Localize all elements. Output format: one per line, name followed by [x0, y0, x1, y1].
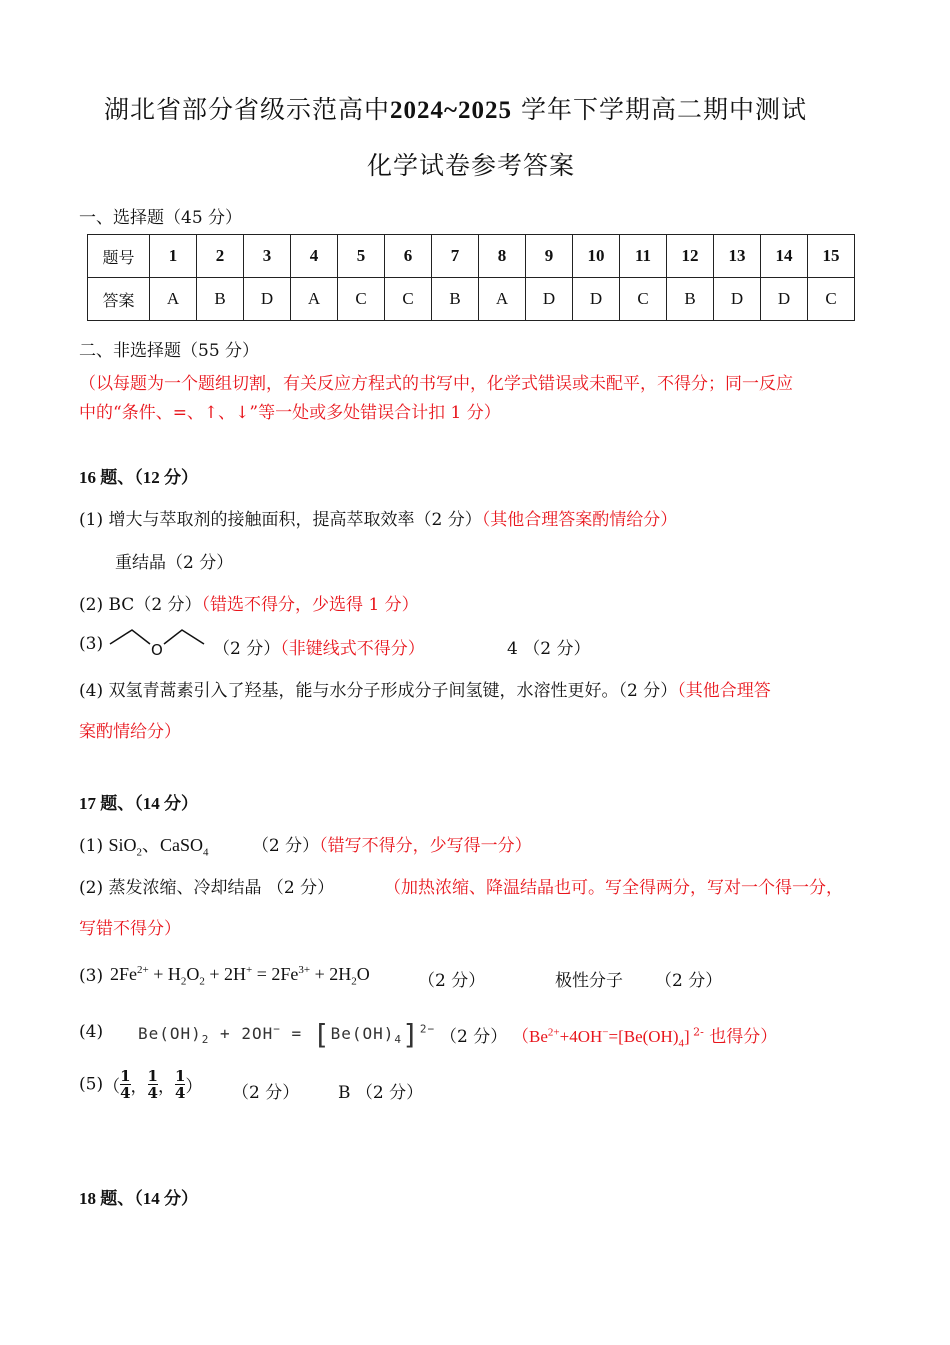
oxygen-atom-label: O	[151, 641, 163, 659]
q16-part1: (1) 增大与萃取剂的接触面积，提高萃取效率（2 分）（其他合理答案酌情给分）	[79, 510, 678, 530]
diethyl-ether-skeletal-formula	[108, 626, 208, 660]
question-number: 10	[573, 235, 620, 278]
q17-part5: (5)（ $\frac{1}{4}$ ， $\frac{1}{4}$ ， $\frac{1}{4}$ ）	[79, 1067, 203, 1102]
question-number: 9	[526, 235, 573, 278]
answer-cell: A	[479, 278, 526, 321]
answer-row-header: 答案	[88, 278, 150, 321]
question-number: 8	[479, 235, 526, 278]
page-subtitle: 化学试卷参考答案	[367, 151, 576, 180]
answer-cell: B	[432, 278, 479, 321]
answer-cell: B	[667, 278, 714, 321]
answer-cell: D	[573, 278, 620, 321]
ether-bond-lines	[164, 630, 204, 644]
beryllium-hydroxide-equation: $Be(OH)_2 + 2OH^- = [Be(OH)_4]^{2-}$	[138, 1018, 436, 1051]
title-part1: 湖北省部分省级示范高中	[104, 95, 391, 124]
q16-part1b: 重结晶（2 分）	[115, 553, 234, 573]
fe2-oxidation-equation: $2Fe^{2+} + H_2O_2 + 2H^+ = 2Fe^{3+} + 2H_2O$	[110, 964, 370, 988]
q16-part3-number: 4 （2 分）	[507, 639, 591, 659]
answer-cell: A	[150, 278, 197, 321]
question-number: 15	[808, 235, 855, 278]
coordinate-fraction: $\frac{1}{4}$	[120, 1067, 131, 1102]
q17-part2-note-a: （加热浓缩、降温结晶也可。写全得两分，写对一个得一分，	[384, 878, 843, 898]
q17-part3-label: (3)	[79, 966, 104, 986]
q16-part4-note: 案酌情给分）	[79, 722, 181, 742]
question-number: 3	[244, 235, 291, 278]
answer-cell: C	[620, 278, 667, 321]
q17-heading: 17 题、（14 分）	[79, 794, 198, 813]
grading-note-line1: （以每题为一个题组切割，有关反应方程式的书写中，化学式错误或未配平，不得分；同一反应	[79, 374, 793, 394]
q16-part4: (4) 双氢青蒿素引入了羟基，能与水分子形成分子间氢键，水溶性更好。（2 分）（其他合理答	[79, 681, 771, 701]
question-number: 12	[667, 235, 714, 278]
section2-heading: 二、非选择题（55 分）	[79, 341, 260, 361]
q18-heading: 18 题、（14 分）	[79, 1189, 198, 1208]
question-number: 6	[385, 235, 432, 278]
q17-part5-score: （2 分）	[232, 1083, 300, 1103]
section1-heading: 一、选择题（45 分）	[79, 208, 243, 228]
page-title	[104, 90, 807, 126]
q16-part3-rest: （2 分）（非键线式不得分）	[213, 639, 425, 659]
answer-cell: C	[385, 278, 432, 321]
question-row-header: 题号	[88, 235, 150, 278]
q17-part4-note: （$Be^{2+}+4OH^-=[Be(OH)_4]$ $^{2-}$ 也得分）	[512, 1025, 778, 1050]
coordinate-fraction: $\frac{1}{4}$	[147, 1067, 158, 1102]
answer-cell: C	[338, 278, 385, 321]
q17-part3-polar: 极性分子	[555, 971, 623, 991]
question-number: 4	[291, 235, 338, 278]
q17-part4-label: (4)	[79, 1022, 104, 1042]
answer-cell: D	[244, 278, 291, 321]
q16-heading: 16 题、（12 分）	[79, 468, 198, 487]
ether-bond-lines	[110, 630, 150, 644]
question-number: 2	[197, 235, 244, 278]
question-number: 1	[150, 235, 197, 278]
question-number: 13	[714, 235, 761, 278]
q17-part2: (2) 蒸发浓缩、冷却结晶 （2 分）	[79, 878, 335, 898]
answer-table-question-row	[88, 235, 855, 278]
question-number: 14	[761, 235, 808, 278]
question-number: 7	[432, 235, 479, 278]
answer-cell: D	[526, 278, 573, 321]
q16-part2: (2) BC（2 分）（错选不得分，少选得 1 分）	[79, 595, 419, 615]
question-number: 5	[338, 235, 385, 278]
answer-table-answer-row	[88, 278, 855, 321]
coordinate-fraction: $\frac{1}{4}$	[174, 1067, 186, 1102]
q17-part3-score2: （2 分）	[655, 971, 723, 991]
answer-cell: B	[197, 278, 244, 321]
question-number: 11	[620, 235, 667, 278]
q17-part4-score: （2 分）	[440, 1027, 508, 1047]
answer-cell: A	[291, 278, 338, 321]
answer-cell: D	[761, 278, 808, 321]
q17-part2-note-b: 写错不得分）	[79, 919, 181, 939]
q17-part1: (1) SiO$_2$、CaSO$_4$ （2 分）（错写不得分，少写得一分）	[79, 835, 532, 859]
grading-note-line2: 中的“条件、=、↑、↓”等一处或多处错误合计扣 1 分）	[79, 403, 501, 423]
answer-cell: C	[808, 278, 855, 321]
q16-part3-label: (3)	[79, 634, 104, 654]
sio2-caso4-formula: SiO$_2$、CaSO$_4$	[108, 835, 209, 859]
answer-cell: D	[714, 278, 761, 321]
q17-part3-score: （2 分）	[418, 971, 486, 991]
q17-part5-b: B （2 分）	[338, 1083, 424, 1103]
answer-table	[87, 234, 855, 321]
title-years: 2024~2025	[390, 97, 513, 124]
title-part2: 学年下学期高二期中测试	[512, 95, 807, 124]
